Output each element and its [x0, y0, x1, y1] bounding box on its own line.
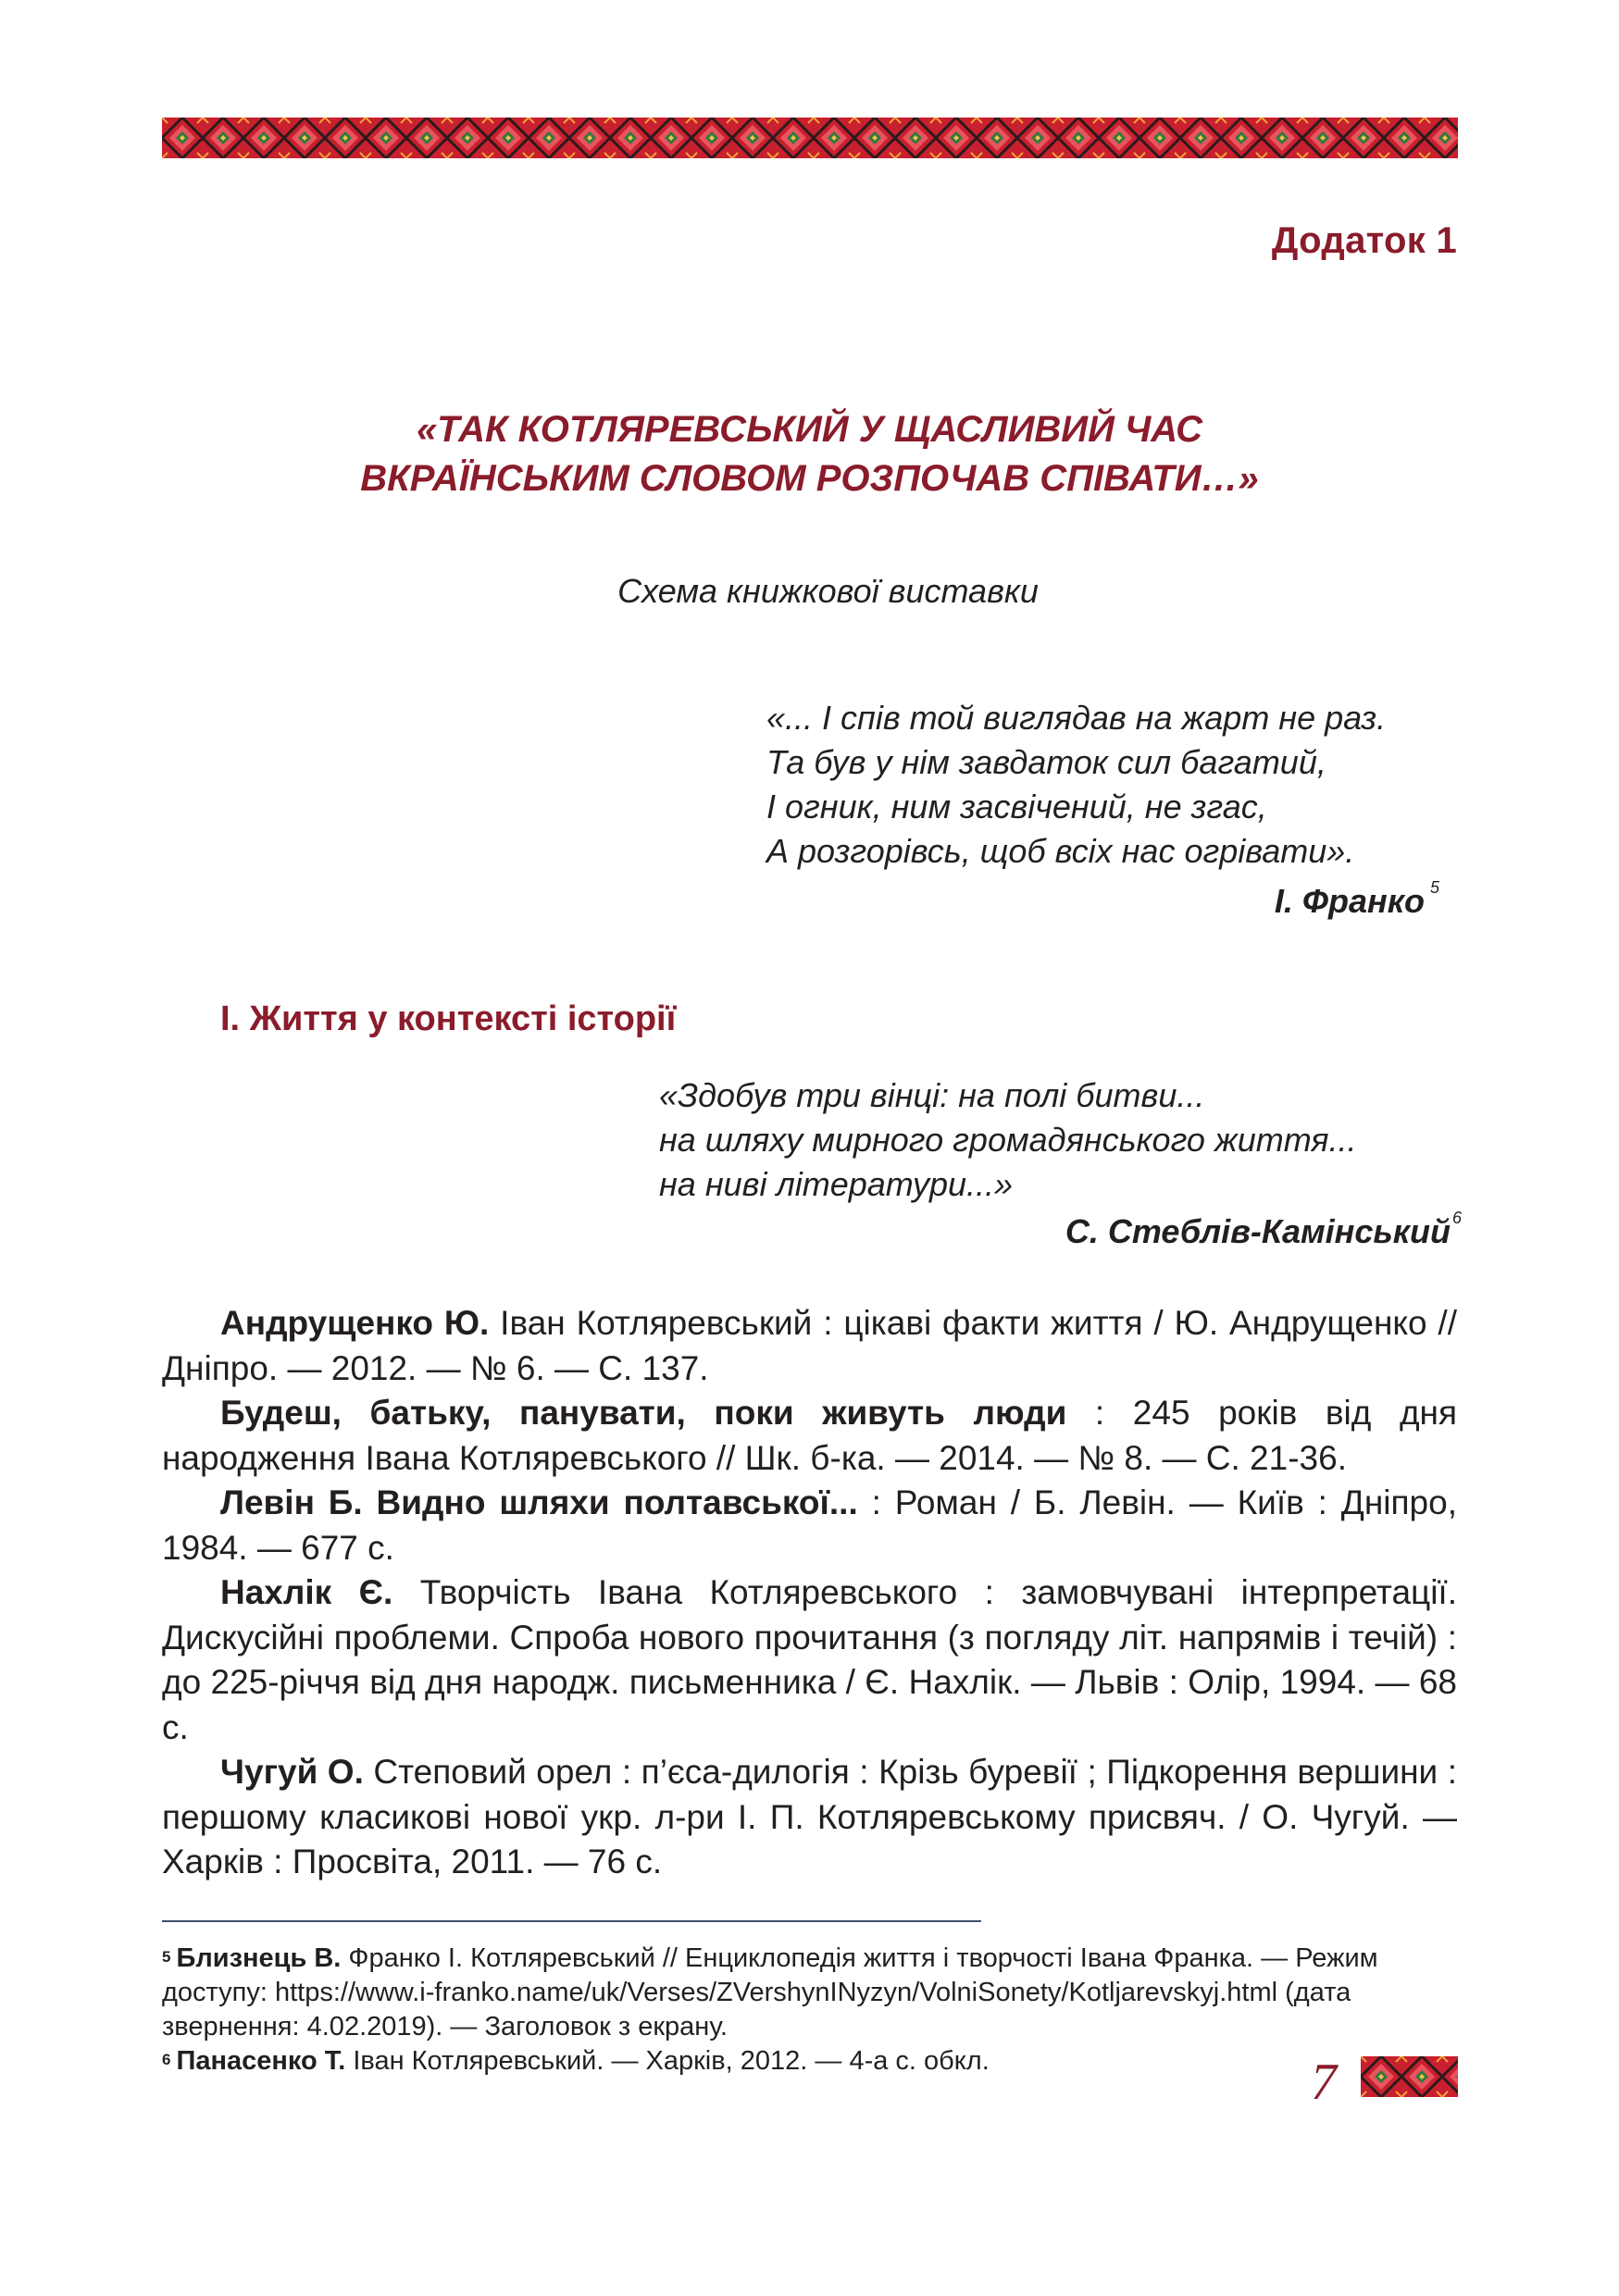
page-number: 7 — [1311, 2054, 1337, 2111]
entry-text: Степовий орел : п’єса-дилогія : Крізь буревії ; Підкорення вершини : першому класикові нової укр. л-ри І. П. Котляревському присвяч. / О. Чугуй. — Харків : Просвіта, 2011. — 76 с. — [162, 1753, 1457, 1880]
bibliography-list — [162, 1301, 1457, 1885]
footnote-author: Панасенко Т. — [176, 2046, 346, 2076]
epigraph-line: А розгорівсь, щоб всіх нас огрівати». — [766, 832, 1355, 870]
footnote-author: Близнець В. — [176, 1943, 342, 1973]
footnote-number: 5 — [162, 1948, 171, 1966]
footnote-ref[interactable]: 5 — [1429, 878, 1439, 897]
subtitle: Схема книжкової виставки — [617, 572, 1039, 610]
footnote-number: 6 — [162, 2051, 171, 2068]
page-title — [0, 405, 1619, 503]
footnote-item — [162, 1942, 1412, 2044]
footnote-ref[interactable]: 6 — [1451, 1209, 1462, 1227]
footer-ornament-band — [1361, 2056, 1458, 2097]
entry-author: Будеш, батьку, панувати, поки живуть люди — [220, 1394, 1067, 1432]
epigraph-steblev — [659, 1074, 1357, 1207]
footnotes — [162, 1942, 1412, 2079]
entry-author: Андрущенко Ю. — [220, 1304, 490, 1342]
epigraph-author-name: І. Франко — [1274, 882, 1425, 920]
epigraph-line: на шляху мирного громадянського життя... — [659, 1121, 1357, 1159]
entry-author: Чугуй О. — [220, 1753, 364, 1791]
epigraph-line: на ниві літератури...» — [659, 1165, 1014, 1203]
epigraph-line: І огник, ним засвічений, не згас, — [766, 788, 1267, 825]
title-line-1: «ТАК КОТЛЯРЕВСЬКИЙ У ЩАСЛИВИЙ ЧАС — [416, 409, 1203, 450]
bibliography-entry — [162, 1301, 1457, 1391]
epigraph-author-name: С. Стеблів-Камінський — [1065, 1212, 1451, 1250]
entry-author: Нахлік Є. — [220, 1573, 393, 1611]
epigraph-author — [1274, 878, 1439, 921]
footnote-divider — [162, 1920, 981, 1922]
bibliography-entry — [162, 1391, 1457, 1481]
section-heading: І. Життя у контексті історії — [220, 999, 677, 1038]
epigraph-line: Та був у нім завдаток сил багатий, — [766, 743, 1326, 781]
bibliography-entry — [162, 1750, 1457, 1885]
epigraph-author — [1065, 1209, 1462, 1251]
entry-text: : Роман / Б. Левін. — Київ : Дніпро, 1984. — 677 с. — [162, 1483, 1457, 1567]
epigraph-franko — [766, 696, 1386, 874]
footnote-item — [162, 2044, 1412, 2079]
epigraph-line: «Здобув три вінці: на полі битви... — [659, 1076, 1205, 1114]
bibliography-entry — [162, 1481, 1457, 1570]
footnote-text: Франко І. Котляревський // Енциклопедія життя і творчості Івана Франка. — Режим доступу: https://www.i-franko.name/uk/Verses/ZVershynINyzyn/VolniSonety/Kotljarevskyj.html (дата звернення: 4.02.2019). — Заголовок з екрану. — [162, 1943, 1378, 2042]
epigraph-line: «... І спів той виглядав на жарт не раз. — [766, 699, 1387, 737]
bibliography-entry — [162, 1570, 1457, 1750]
entry-text: : 245 років від дня народження Івана Котляревського // Шк. б-ка. — 2014. — № 8. — С. 21-36. — [162, 1394, 1458, 1477]
entry-text: Іван Котляревський : цікаві факти життя / Ю. Андрущенко // Дніпро. — 2012. — № 6. — С. 137. — [162, 1304, 1457, 1387]
footnote-text: Іван Котляревський. — Харків, 2012. — 4-а с. обкл. — [345, 2046, 990, 2076]
entry-text: Творчість Івана Котляревського : замовчувані інтерпретації. Дискусійні проблеми. Спроба нового прочитання (з погляду літ. напрямів і течій) : до 225-річчя від дня народж. письменника / Є. Нахлік. — Львів : Олір, 1994. — 68 с. — [162, 1573, 1457, 1746]
header-ornament-band — [162, 118, 1458, 158]
appendix-label: Додаток 1 — [1271, 220, 1457, 261]
entry-author: Левін Б. Видно шляхи полтавської... — [220, 1483, 858, 1521]
title-line-2: ВКРАЇНСЬКИМ СЛОВОМ РОЗПОЧАВ СПІВАТИ…» — [360, 458, 1259, 499]
